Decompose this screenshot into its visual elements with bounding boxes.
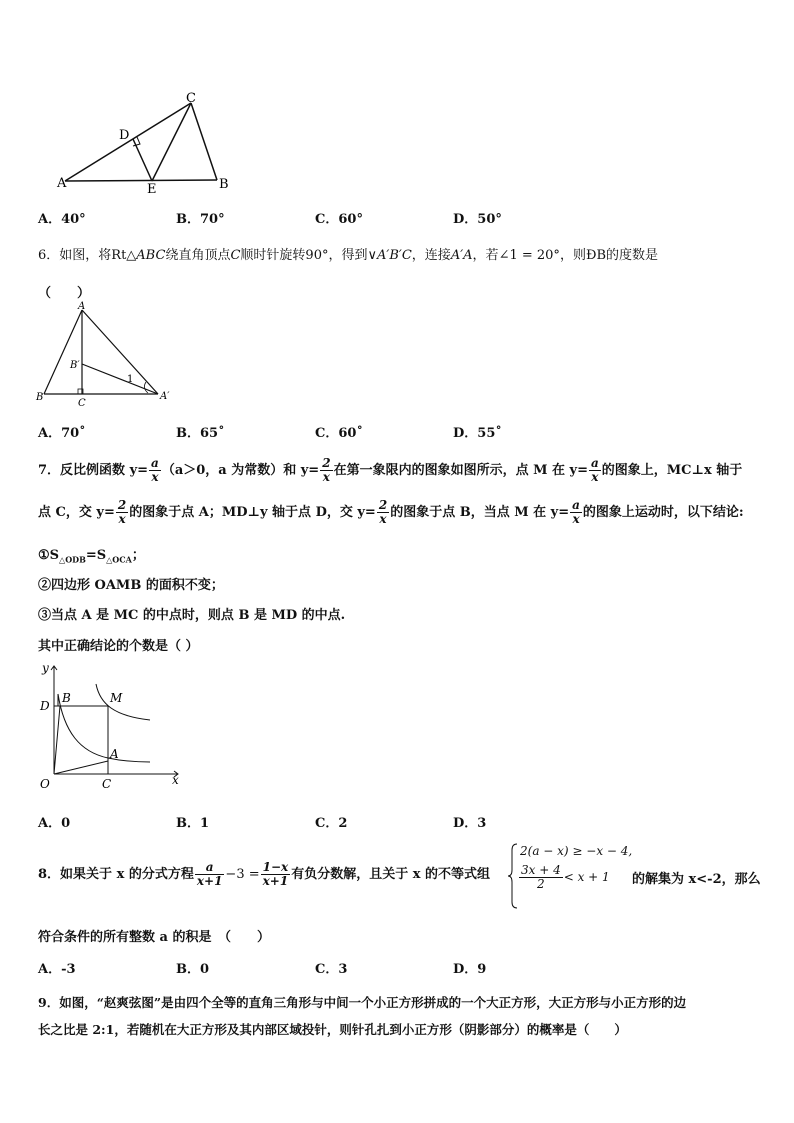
fig7-label-m: M xyxy=(110,691,123,705)
q6-stem: 6．如图，将Rt△ABC绕直角顶点C顺时针旋转90°，得到∨A′B′C，连接A′A，若∠1 = 20°，则ÐB的度数是 xyxy=(38,248,659,263)
q7-option-c: C．2 xyxy=(315,816,348,831)
fig6-label-b: B xyxy=(36,392,44,403)
q6-answer-paren: （ ） xyxy=(38,286,91,301)
q8-brace xyxy=(508,842,518,910)
q7-stem-line1: 7．反比例函数 y= $\frac{a}{x}$ （a＞0，a 为常数）和 y= $\frac{2}{x}$ 在第一象限内的图象如图所示，点 M 在 y= $\frac{a}{x}$ 的图象上，MC⊥x 轴于 xyxy=(38,456,743,484)
q5-option-a: A．40° xyxy=(38,212,86,227)
fig7-label-x: x xyxy=(172,773,179,787)
q6-option-b: B．65˚ xyxy=(176,426,225,441)
q8-option-b: B．0 xyxy=(176,962,210,977)
q9-stem-line2: 长之比是 2:1，若随机在大正方形及其内部区域投针，则针孔扎到小正方形（阴影部分）的概率是（ ） xyxy=(38,1022,627,1037)
q6-option-a: A．70˚ xyxy=(38,426,86,441)
q7-option-d: D．3 xyxy=(453,816,487,831)
q7-conclusion-3: ③当点 A 是 MC 的中点时，则点 B 是 MD 的中点. xyxy=(38,608,346,623)
fig7-label-d: D xyxy=(40,699,50,713)
q7-option-a: A．0 xyxy=(38,816,71,831)
fig5-label-e: E xyxy=(147,182,157,195)
q7-conclusion-2: ②四边形 OAMB 的面积不变； xyxy=(38,578,224,593)
fig7-label-y: y xyxy=(42,661,49,675)
q8-inequality-system xyxy=(508,842,633,910)
fig5-label-d: D xyxy=(119,128,130,143)
q8-option-c: C．3 xyxy=(315,962,348,977)
q6-option-c: C．60˚ xyxy=(315,426,363,441)
q8-option-a: A．-3 xyxy=(38,962,76,977)
q7-conclusion-1: $①S_{\triangle ODB}=S_{\triangle OCA}$； xyxy=(38,548,145,565)
fig7-label-o: O xyxy=(40,777,50,791)
q8-stem-tail: 的解集为 x<-2，那么 xyxy=(632,872,761,887)
fig6-label-c: C xyxy=(78,398,86,409)
q5-option-d: D．50° xyxy=(453,212,502,227)
fig6-label-1: 1 xyxy=(127,374,134,385)
q7-option-b: B．1 xyxy=(176,816,210,831)
q5-triangle-figure xyxy=(55,90,240,195)
q8-option-d: D．9 xyxy=(453,962,487,977)
q5-option-b: B．70° xyxy=(176,212,225,227)
fig6-label-ap: A′ xyxy=(160,391,170,402)
q6-rotation-figure xyxy=(34,300,184,410)
fig6-label-bp: B′ xyxy=(70,360,80,371)
fig5-label-a: A xyxy=(57,176,67,191)
fig7-label-b: B xyxy=(62,691,71,705)
q5-option-c: C．60° xyxy=(315,212,363,227)
q7-question: 其中正确结论的个数是（ ） xyxy=(38,639,199,654)
q6-option-d: D．55˚ xyxy=(453,426,502,441)
fig6-label-a: A xyxy=(78,301,86,312)
fig7-label-a: A xyxy=(110,747,119,761)
fig5-label-c: C xyxy=(186,91,196,106)
q9-stem-line1: 9．如图，“赵爽弦图”是由四个全等的直角三角形与中间一个小正方形拼成的一个大正方形，大正方形与小正方形的边 xyxy=(38,995,687,1010)
q8-ineq-1: 2(a − x) ≥ −x − 4, xyxy=(520,844,633,858)
q8-stem-line2: 符合条件的所有整数 a 的积是 （ ） xyxy=(38,930,270,945)
q7-stem-line2: 点 C，交 y= $\frac{2}{x}$ 的图象于点 A；MD⊥y 轴于点 D，交 y= $\frac{2}{x}$ 的图象于点 B，当点 M 在 y= $\frac{a}{x}$ 的图象上运动时，以下结论: xyxy=(38,498,744,526)
fig5-label-b: B xyxy=(219,177,229,192)
q7-graph-figure xyxy=(34,658,184,793)
fig7-label-c: C xyxy=(102,777,112,791)
q8-stem-line1: 8．如果关于 x 的分式方程 $\frac{a}{x+1}$ −3 = $\frac{1-x}{x+1}$ 有负分数解，且关于 x 的不等式组 xyxy=(38,860,490,888)
q8-ineq-2: $\frac{3x + 4}{2}$ < x + 1 xyxy=(521,863,610,891)
